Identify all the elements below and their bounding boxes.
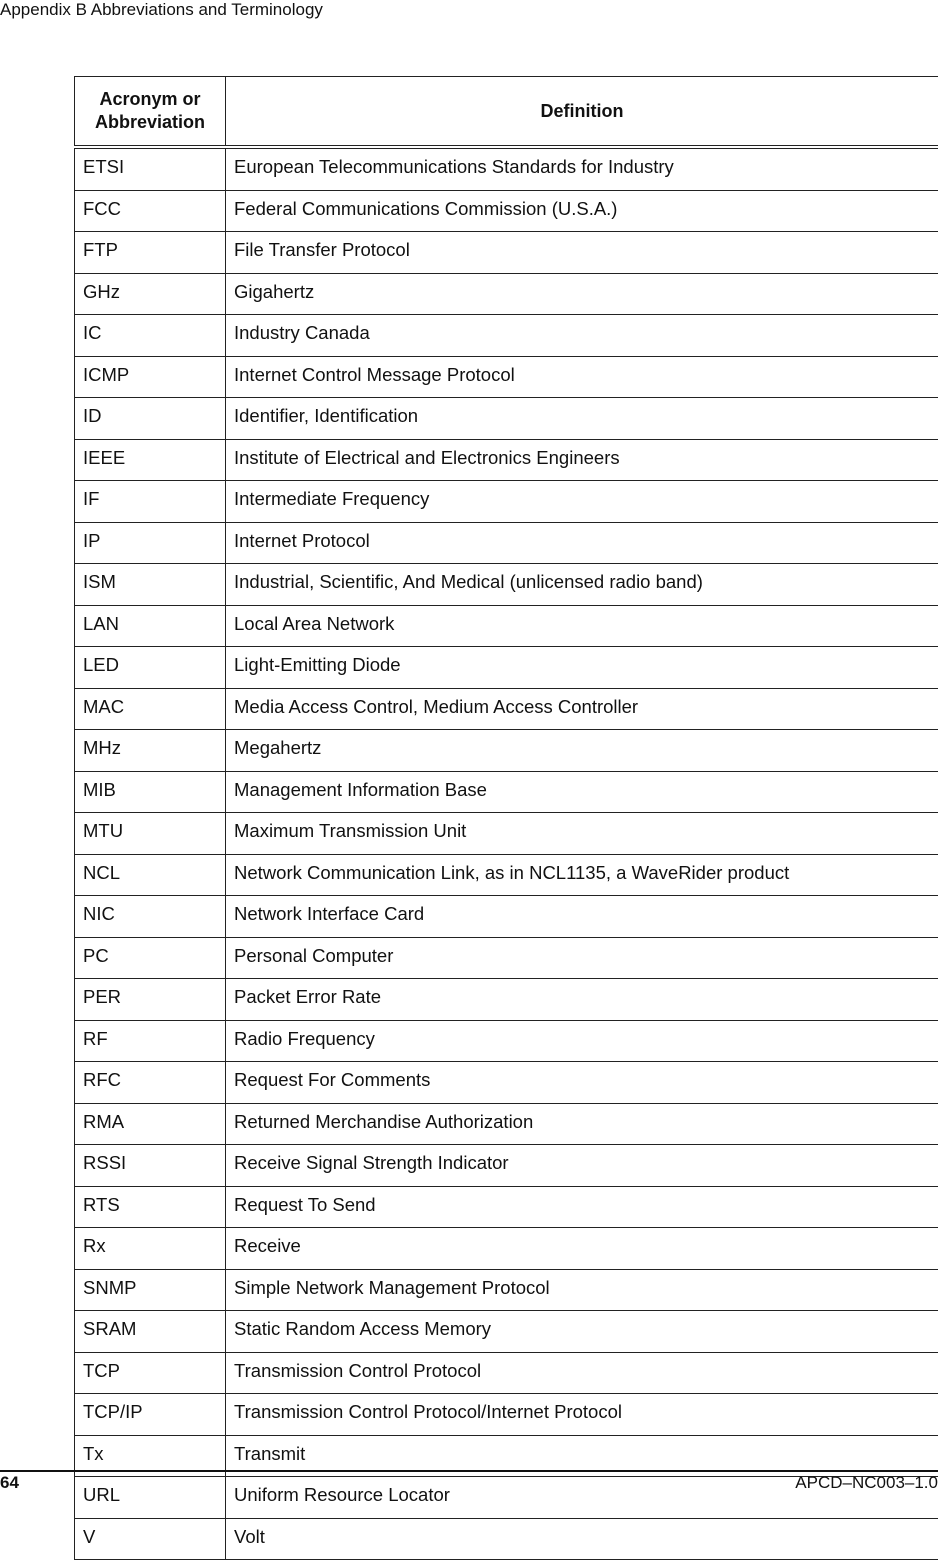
table-row: [75, 730, 938, 772]
definition-cell: Packet Error Rate: [226, 979, 938, 1021]
acronym-cell: RF: [75, 1020, 226, 1062]
table-row: [75, 1020, 938, 1062]
acronym-cell: ISM: [75, 564, 226, 606]
table-row: [75, 1103, 938, 1145]
definition-cell: Megahertz: [226, 730, 938, 772]
definition-cell: Industrial, Scientific, And Medical (unlicensed radio band): [226, 564, 938, 606]
running-header-title: Appendix B Abbreviations and Terminology: [0, 0, 323, 20]
definition-cell: Uniform Resource Locator: [226, 1477, 938, 1519]
definition-cell: Industry Canada: [226, 315, 938, 357]
acronym-cell: RFC: [75, 1062, 226, 1104]
definition-cell: Local Area Network: [226, 605, 938, 647]
acronym-cell: ICMP: [75, 356, 226, 398]
definition-cell: Internet Protocol: [226, 522, 938, 564]
acronym-cell: MHz: [75, 730, 226, 772]
table-row: [75, 190, 938, 232]
acronym-cell: MIB: [75, 771, 226, 813]
acronym-cell: MTU: [75, 813, 226, 855]
definition-cell: Identifier, Identification: [226, 398, 938, 440]
table-row: [75, 232, 938, 274]
table-row: [75, 688, 938, 730]
table-row: [75, 813, 938, 855]
definition-cell: Personal Computer: [226, 937, 938, 979]
table-row: [75, 1518, 938, 1560]
acronym-cell: V: [75, 1518, 226, 1560]
definition-cell: Receive: [226, 1228, 938, 1270]
definition-cell: Institute of Electrical and Electronics Engineers: [226, 439, 938, 481]
acronym-cell: FTP: [75, 232, 226, 274]
definition-cell: Request For Comments: [226, 1062, 938, 1104]
acronym-cell: RTS: [75, 1186, 226, 1228]
abbreviations-table: [74, 76, 938, 1560]
definition-cell: Returned Merchandise Authorization: [226, 1103, 938, 1145]
definition-cell: Internet Control Message Protocol: [226, 356, 938, 398]
footer-rule: [0, 1470, 938, 1472]
acronym-cell: PC: [75, 937, 226, 979]
acronym-cell: PER: [75, 979, 226, 1021]
acronym-cell: TCP/IP: [75, 1394, 226, 1436]
acronym-cell: SRAM: [75, 1311, 226, 1353]
acronym-cell: LED: [75, 647, 226, 689]
table-row: [75, 1352, 938, 1394]
definition-cell: Network Interface Card: [226, 896, 938, 938]
table-row: [75, 522, 938, 564]
definition-cell: Radio Frequency: [226, 1020, 938, 1062]
definition-cell: Volt: [226, 1518, 938, 1560]
document-code: APCD–NC003–1.0: [795, 1473, 938, 1493]
table-row: [75, 647, 938, 689]
acronym-cell: TCP: [75, 1352, 226, 1394]
table-row: [75, 937, 938, 979]
table-row: [75, 979, 938, 1021]
acronym-cell: FCC: [75, 190, 226, 232]
table-header-row: [75, 77, 938, 148]
definition-cell: European Telecommunications Standards for Industry: [226, 147, 938, 190]
definition-cell: Transmit: [226, 1435, 938, 1477]
table-body: [75, 147, 938, 1560]
acronym-cell: IP: [75, 522, 226, 564]
column-header-definition: [226, 77, 938, 148]
acronym-cell: GHz: [75, 273, 226, 315]
definition-cell: Gigahertz: [226, 273, 938, 315]
definition-cell: Media Access Control, Medium Access Controller: [226, 688, 938, 730]
definition-cell: Transmission Control Protocol/Internet Protocol: [226, 1394, 938, 1436]
acronym-cell: IEEE: [75, 439, 226, 481]
acronym-cell: IF: [75, 481, 226, 523]
definition-cell: Request To Send: [226, 1186, 938, 1228]
table-row: [75, 771, 938, 813]
table-row: [75, 1145, 938, 1187]
acronym-cell: Tx: [75, 1435, 226, 1477]
acronym-cell: LAN: [75, 605, 226, 647]
acronym-cell: NIC: [75, 896, 226, 938]
acronym-cell: RSSI: [75, 1145, 226, 1187]
acronym-cell: ETSI: [75, 147, 226, 190]
table-row: [75, 1269, 938, 1311]
column-header-acronym: [75, 77, 226, 148]
table-row: [75, 481, 938, 523]
table-row: [75, 1394, 938, 1436]
table-row: [75, 1062, 938, 1104]
definition-cell: Receive Signal Strength Indicator: [226, 1145, 938, 1187]
column-header-acronym-label: Acronym or Abbreviation: [95, 89, 205, 132]
definition-cell: Maximum Transmission Unit: [226, 813, 938, 855]
acronym-cell: SNMP: [75, 1269, 226, 1311]
table-row: [75, 439, 938, 481]
acronym-cell: MAC: [75, 688, 226, 730]
table-row: [75, 564, 938, 606]
table-row: [75, 1186, 938, 1228]
acronym-cell: URL: [75, 1477, 226, 1519]
acronym-cell: IC: [75, 315, 226, 357]
definition-cell: Network Communication Link, as in NCL1135, a WaveRider product: [226, 854, 938, 896]
table-row: [75, 854, 938, 896]
table-row: [75, 1311, 938, 1353]
page-number: 64: [0, 1473, 19, 1493]
table-row: [75, 273, 938, 315]
definition-cell: Transmission Control Protocol: [226, 1352, 938, 1394]
table-row: [75, 147, 938, 190]
column-header-definition-label: Definition: [541, 101, 624, 121]
definition-cell: File Transfer Protocol: [226, 232, 938, 274]
table-row: [75, 1228, 938, 1270]
definition-cell: Simple Network Management Protocol: [226, 1269, 938, 1311]
definition-cell: Intermediate Frequency: [226, 481, 938, 523]
definition-cell: Federal Communications Commission (U.S.A.): [226, 190, 938, 232]
definition-cell: Light-Emitting Diode: [226, 647, 938, 689]
definition-cell: Static Random Access Memory: [226, 1311, 938, 1353]
acronym-cell: Rx: [75, 1228, 226, 1270]
table-row: [75, 398, 938, 440]
table-row: [75, 896, 938, 938]
acronym-cell: ID: [75, 398, 226, 440]
definition-cell: Management Information Base: [226, 771, 938, 813]
table-row: [75, 315, 938, 357]
acronym-cell: NCL: [75, 854, 226, 896]
table-row: [75, 605, 938, 647]
acronym-cell: RMA: [75, 1103, 226, 1145]
table-row: [75, 356, 938, 398]
